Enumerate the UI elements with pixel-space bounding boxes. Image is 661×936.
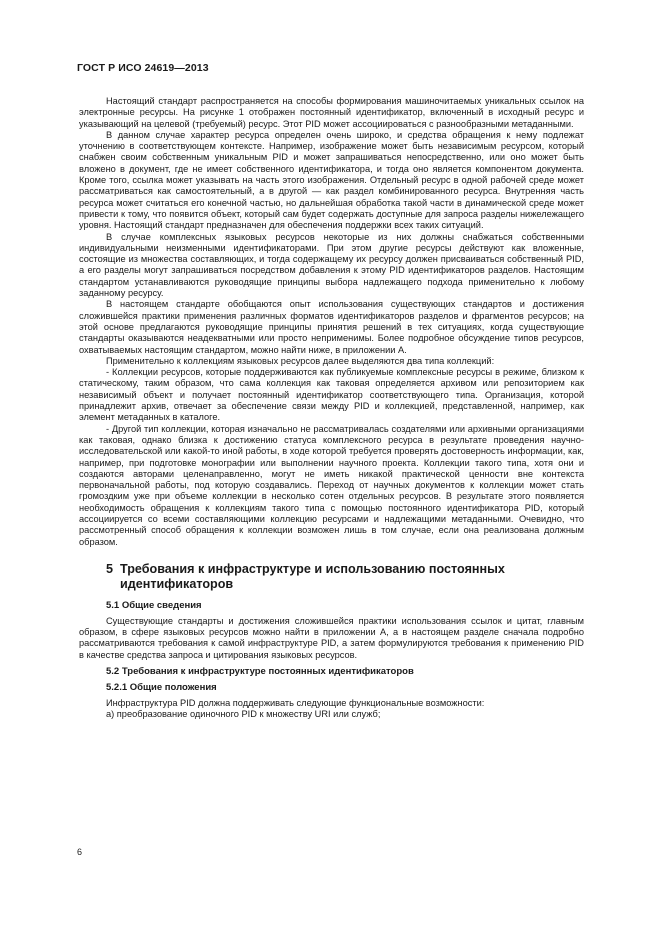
paragraph: В данном случае характер ресурса определен очень широко, и средства обращения к нему подлежат уточнению в соответствующем контексте. Например, изображение может быть независимым ресурсом, который снабжен своим собственным уникальным PID и может запрашиваться непосредственно, или оно может быть вложено в документ, где не имеет собственного идентификатора, и тогда оно является компонентом документа. Кроме того, ссылка может указывать на часть этого изображения. Отдельный ресурс в одной рабочей среде может рассматриваться как самостоятельный, а в другой — как раздел комбинированного ресурса. Внутренняя часть ресурса может считаться его конечной частью, но дальнейшая обработка такой части в динамической среде может привести к тому, что появится объект, который сам будет содержать доступные для запроса разделы нижележащего уровня. Настоящий стандарт предназначен для обеспечения поддержки всех таких ситуаций. (79, 129, 584, 231)
paragraph: В настоящем стандарте обобщаются опыт использования существующих стандартов и достижения сложившейся практики применения различных форматов идентификаторов разделов и фрагментов ресурсов; на этой основе предлагаются руководящие принципы принятия решений в тех ситуациях, когда существующие стандарты оказываются неадекватными или просто неприменимы. Более подробное обсуждение типов ресурсов, охватываемых настоящим стандартом, можно найти ниже, в приложении А. (79, 299, 584, 355)
list-item: - Коллекции ресурсов, которые поддерживаются как публикуемые комплексные ресурсы в режиме, близком к статическому, таким образом, что сама коллекция как таковая определяется архивом или репозиторием как независимый объект и получает постоянный идентификатор соответствующего типа. Организация, которой принадлежит архив, отвечает за обеспечение связи между PID и коллекцией, представленной, например, как элемент метаданных в каталоге. (79, 367, 584, 423)
page-number: 6 (77, 847, 83, 857)
list-item: - Другой тип коллекции, которая изначально не рассматривалась создателями или архивными организациями как таковая, однако близка к достижению статуса комплексного ресурса в результате проведения научно-исследовательской или какой-то иной работы, в ходе которой требуется проверять достоверность информации, как, например, при подготовке монографии или выполнении научного проекта. Коллекции такого типа, хотя они и создаются авторами целенаправленно, могут не иметь никакой практической ценности вне контекста первоначальной работы, под которую создавались. Переход от научных документов к коллекции может стать громоздким уже при объеме коллекции в несколько сотен отдельных ресурсов. В результате этого появляется необходимость обращения к коллекциям такого типа с помощью постоянного идентификатора PID, который ассоциируется со всеми составляющими коллекцию ресурсами и надлежащими метаданными. Очевидно, что рассмотренный способ обращения к коллекции возможен лишь в том случае, если она реализована должным образом. (79, 423, 584, 547)
paragraph: Применительно к коллекциям языковых ресурсов далее выделяются два типа коллекций: (106, 355, 495, 366)
subsection-5-2-heading: 5.2 Требования к инфраструктуре постоянных идентификаторов (106, 666, 414, 678)
document-body (79, 96, 584, 721)
paragraph: Существующие стандарты и достижения сложившейся практики использования ссылок и цитат, главным образом, в сфере языковых ресурсов можно найти в приложении А, а в настоящем разделе сначала подробно рассматриваются требования к самой инфраструктуре PID, а затем формулируются требования к применению PID в качестве средства запроса и цитирования языковых ресурсов. (79, 615, 584, 660)
section-title-line2: идентификаторов (120, 576, 234, 591)
section-title-line1: Требования к инфраструктуре и использованию постоянных (120, 561, 505, 576)
subsection-5-1-heading: 5.1 Общие сведения (106, 599, 202, 611)
subsection-5-2-1-heading: 5.2.1 Общие положения (106, 682, 217, 694)
document-header: ГОСТ Р ИСО 24619—2013 (77, 62, 209, 74)
paragraph: В случае комплексных языковых ресурсов некоторые из них должны снабжаться собственными индивидуальными неизменными идентификаторами. При этом другие ресурсы действуют как вложенные, состоящие из множества составляющих, и тогда содержащему их ресурсу должен присваиваться собственный PID, а его разделы могут запрашиваться посредством добавления к этому PID идентификаторов разделов. Настоящим стандартом устанавливаются руководящие принципы выбора надлежащего подхода применительно к любому заданному ресурсу. (79, 231, 584, 299)
list-item: а) преобразование одиночного PID к множеству URI или служб; (106, 709, 381, 720)
section-number: 5 (106, 561, 114, 576)
paragraph: Инфраструктура PID должна поддерживать следующие функциональные возможности: (106, 698, 485, 709)
paragraph: Настоящий стандарт распространяется на способы формирования машиночитаемых уникальных ссылок на электронные ресурсы. На рисунке 1 отображен постоянный идентификатор, включенный в исходный ресурс и указывающий на целевой (требуемый) ресурс. Этот PID может ассоциироваться с разнообразными метаданными. (79, 96, 584, 129)
section-5-heading (79, 562, 584, 592)
